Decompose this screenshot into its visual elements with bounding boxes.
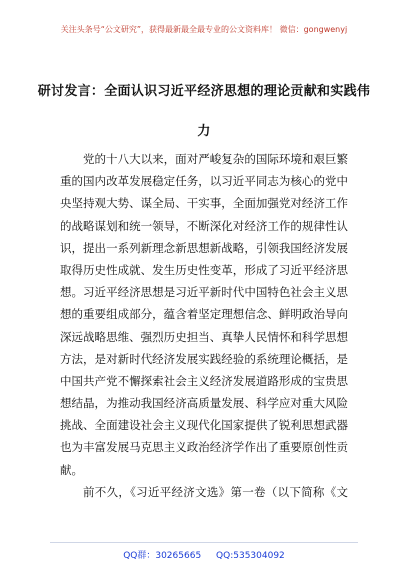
footer-divider [50,542,358,543]
footer-qq-contact: QQ:535304092 [216,551,285,561]
body-line: 挑战、全面建设社会主义现代化国家提供了锐利思想武器 [60,418,348,433]
body-line: 党的十八大以来，面对严峻复杂的国际环境和艰巨繁 [83,152,348,166]
body-line: 想结晶，为推动我国经济高质量发展、科学应对重大风险 [60,396,348,411]
footer-qq-group: QQ群：30265665 [123,551,202,561]
document-body [60,148,348,503]
body-line: 想。习近平经济思想是习近平新时代中国特色社会主义思 [60,285,348,300]
body-line: 的战略谋划和统一领导，不断深化对经济工作的规律性认 [60,218,348,233]
body-line: 也为丰富发展马克思主义政治经济学作出了重要原创性贡 [60,440,348,455]
footer [0,548,408,561]
header-note: 关注头条号“公文研究”，获得最新最全最专业的公文资料库！ 微信：gongwenyj [60,25,348,34]
body-line: 方法，是对新时代经济发展实践经验的系统理论概括，是 [60,351,348,366]
body-line: 前不久，《习近平经济文选》第一卷（以下简称《文 [83,484,348,499]
body-line: 献。 [60,462,83,477]
body-line: 重的国内改革发展稳定任务，以习近平同志为核心的党中 [60,174,348,189]
document-title-line-2: 力 [197,124,211,139]
document-title-line-1: 研讨发言：全面认识习近平经济思想的理论贡献和实践伟 [37,84,371,99]
body-line: 央坚持观大势、谋全局、干实事，全面加强党对经济工作 [60,196,348,211]
body-line: 识，提出一系列新理念新思想新战略，引领我国经济发展 [60,240,348,255]
body-line: 深远战略思维、强烈历史担当、真挚人民情怀和科学思想 [60,329,348,344]
body-line: 中国共产党不懈探索社会主义经济发展道路形成的宝贵思 [60,373,348,388]
body-line: 想的重要组成部分，蕴含着坚定理想信念、鲜明政治导向 [60,307,348,322]
body-line: 取得历史性成就、发生历史性变革，形成了习近平经济思 [60,262,348,277]
